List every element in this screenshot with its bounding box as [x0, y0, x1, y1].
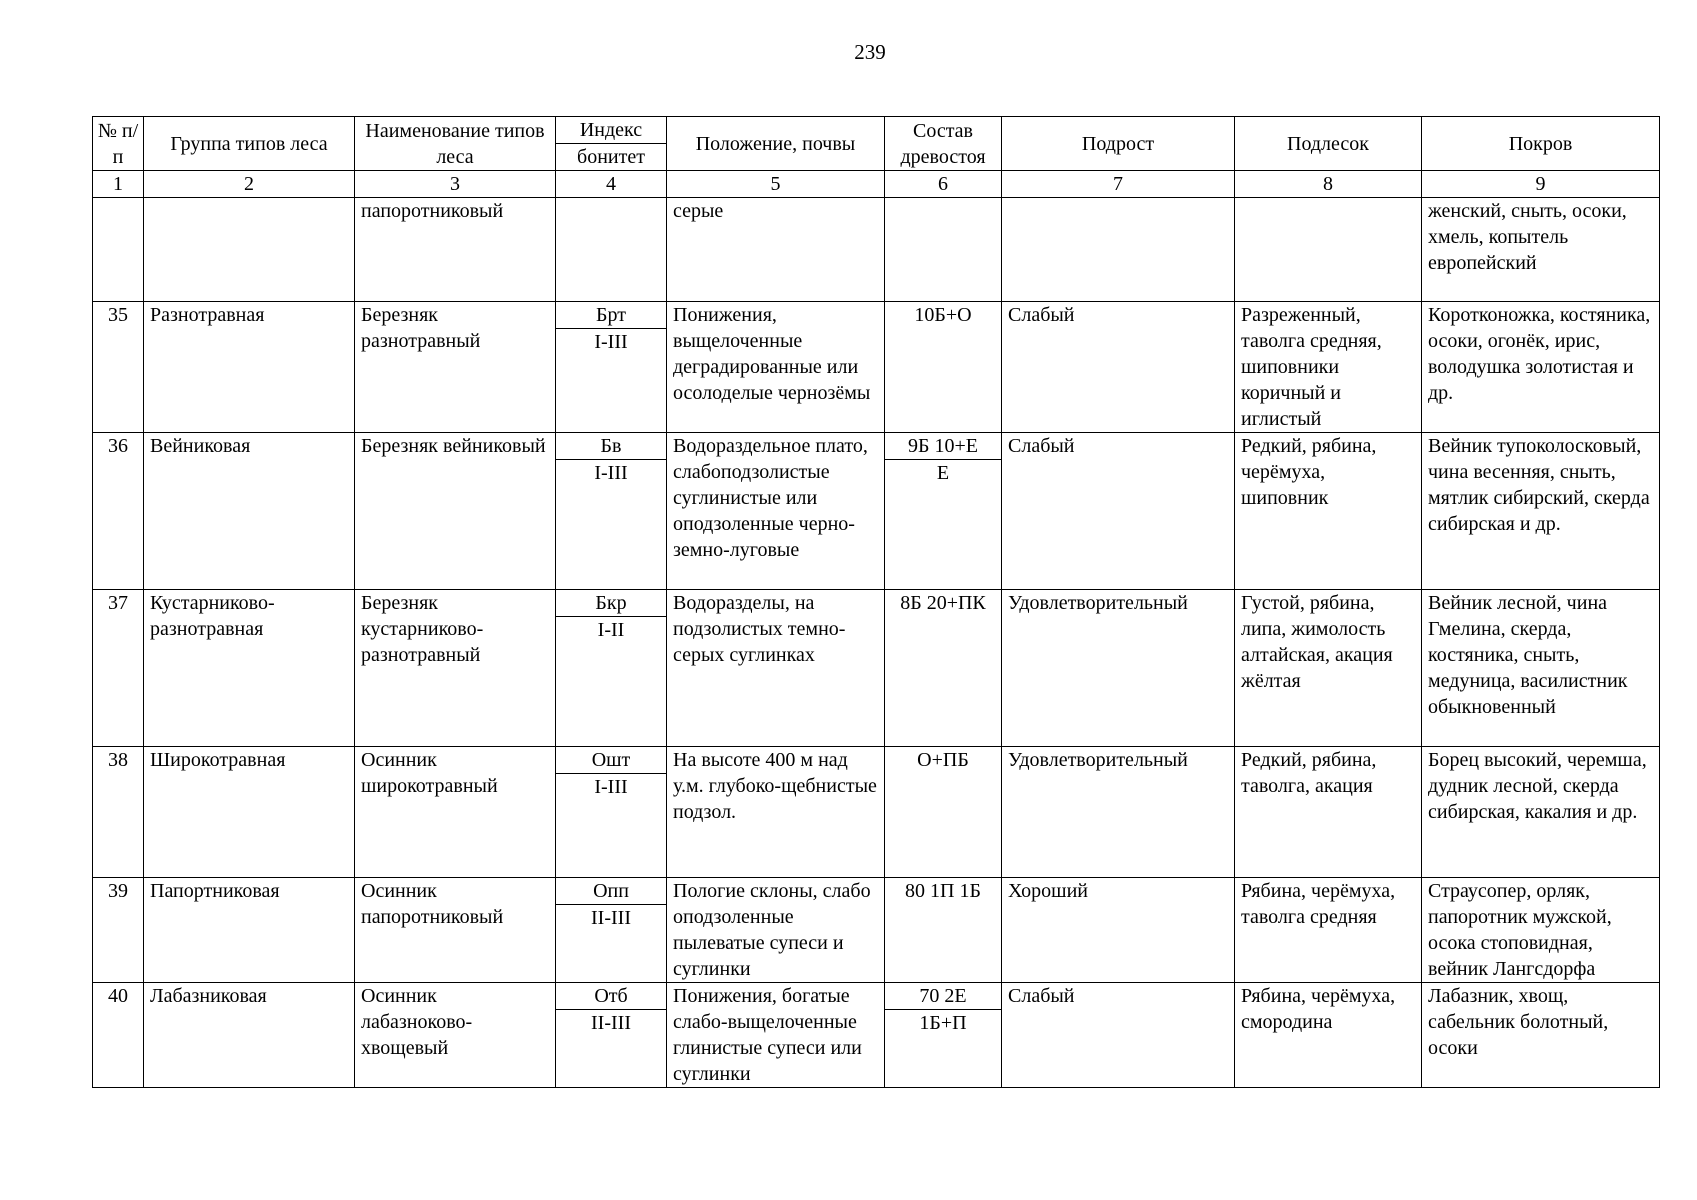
- cell-composition: О+ПБ: [885, 747, 1002, 878]
- cell-group: Лабазниковая: [144, 983, 355, 1088]
- cell-index: Опп: [556, 878, 667, 905]
- cell-undergrowth: Хороший: [1002, 878, 1235, 983]
- cell-position: Водоразделы, на подзолистых темно-серых суглинках: [667, 590, 885, 747]
- cell-index: Брт: [556, 302, 667, 329]
- cell-composition-top: 70 2Е: [885, 983, 1002, 1010]
- table-row: [93, 983, 1660, 1010]
- cell-undergrowth: Удовлетворительный: [1002, 590, 1235, 747]
- cell-bonitet: I-III: [556, 774, 667, 878]
- cell-group: Разнотравная: [144, 302, 355, 433]
- cell-bonitet: I-III: [556, 329, 667, 433]
- cell-undergrowth: Слабый: [1002, 302, 1235, 433]
- cell-composition: 10Б+О: [885, 302, 1002, 433]
- header-undergrowth: Подрост: [1002, 117, 1235, 171]
- cell-composition-top: 9Б 10+Е: [885, 433, 1002, 460]
- cell-undergrowth: Слабый: [1002, 433, 1235, 590]
- cell-cover: Борец высокий, черемша, дудник лесной, скерда сибирская, какалия и др.: [1422, 747, 1660, 878]
- header-cover: Покров: [1422, 117, 1660, 171]
- header-underbrush: Подлесок: [1235, 117, 1422, 171]
- cell-group: Папортниковая: [144, 878, 355, 983]
- table-row: [93, 590, 1660, 617]
- header-composition: Состав древостоя: [885, 117, 1002, 171]
- cell-position: На высоте 400 м над у.м. глубоко-щебнистые подзол.: [667, 747, 885, 878]
- cell-group: Кустарниково-разнотравная: [144, 590, 355, 747]
- cell-cover: Коротконожка, костяника, осоки, огонёк, ирис, володушка золотистая и др.: [1422, 302, 1660, 433]
- cell-index: Бв: [556, 433, 667, 460]
- table-row: [93, 433, 1660, 460]
- cell-name: Осинник широкотравный: [355, 747, 556, 878]
- header-position: Положение, почвы: [667, 117, 885, 171]
- column-number: 1: [93, 171, 144, 198]
- cell-composition-bottom: 1Б+П: [885, 1010, 1002, 1088]
- cell-num: 35: [93, 302, 144, 433]
- cell-num: 39: [93, 878, 144, 983]
- header-group: Группа типов леса: [144, 117, 355, 171]
- cell-group: Вейниковая: [144, 433, 355, 590]
- cell-num: 36: [93, 433, 144, 590]
- cell-num: 38: [93, 747, 144, 878]
- column-numbers-row: [93, 171, 1660, 198]
- column-number: 6: [885, 171, 1002, 198]
- cell-position: Понижения, выщелоченные деградированные или осолоделые чернозёмы: [667, 302, 885, 433]
- column-number: 5: [667, 171, 885, 198]
- cell-index: Ошт: [556, 747, 667, 774]
- cell-num: 37: [93, 590, 144, 747]
- cell-composition: 8Б 20+ПК: [885, 590, 1002, 747]
- column-number: 7: [1002, 171, 1235, 198]
- column-number: 9: [1422, 171, 1660, 198]
- cell-position: Пологие склоны, слабо оподзоленные пылеватые супеси и суглинки: [667, 878, 885, 983]
- cell-index: Бкр: [556, 590, 667, 617]
- cell-num: 40: [93, 983, 144, 1088]
- cell-bonitet: II-III: [556, 1010, 667, 1088]
- cell-name: Березняк вейниковый: [355, 433, 556, 590]
- cell-bonitet: II-III: [556, 905, 667, 983]
- cell-cover: Лабазник, хвощ, сабельник болотный, осоки: [1422, 983, 1660, 1088]
- cell-underbrush: Редкий, рябина, таволга, акация: [1235, 747, 1422, 878]
- cell-composition-bottom: Е: [885, 460, 1002, 590]
- cell-bonitet: I-III: [556, 460, 667, 590]
- cell-name: Березняк разнотравный: [355, 302, 556, 433]
- cell-position: Понижения, богатые слабо-выщелоченные глинистые супеси или суглинки: [667, 983, 885, 1088]
- cell-position: серые: [667, 198, 885, 302]
- cell-undergrowth: Удовлетворительный: [1002, 747, 1235, 878]
- table-row: [93, 747, 1660, 774]
- cell-underbrush: Рябина, черёмуха, смородина: [1235, 983, 1422, 1088]
- cell-name: Осинник папоротниковый: [355, 878, 556, 983]
- cell-name: Осинник лабазноково-хвощевый: [355, 983, 556, 1088]
- cell-cover: Вейник лесной, чина Гмелина, скерда, костяника, сныть, медуница, василистник обыкновенный: [1422, 590, 1660, 747]
- cell-underbrush: Редкий, рябина, черёмуха, шиповник: [1235, 433, 1422, 590]
- header-bonitet: бонитет: [556, 144, 667, 171]
- cell-underbrush: Рябина, черёмуха, таволга средняя: [1235, 878, 1422, 983]
- cell-undergrowth: Слабый: [1002, 983, 1235, 1088]
- table-row-continued: [93, 198, 1660, 302]
- header-num: № п/п: [93, 117, 144, 171]
- cell-cover: Вейник тупоколосковый, чина весенняя, сныть, мятлик сибирский, скерда сибирская и др.: [1422, 433, 1660, 590]
- cell-bonitet: I-II: [556, 617, 667, 747]
- cell-underbrush: Густой, рябина, липа, жимолость алтайская, акация жёлтая: [1235, 590, 1422, 747]
- cell-cover: женский, сныть, осоки, хмель, копытель европейский: [1422, 198, 1660, 302]
- cell-name: Березняк кустарниково-разнотравный: [355, 590, 556, 747]
- page-number: 239: [854, 40, 886, 64]
- forest-types-table: [92, 116, 1660, 1088]
- cell-name: папоротниковый: [355, 198, 556, 302]
- table-row: [93, 878, 1660, 905]
- cell-group: Широкотравная: [144, 747, 355, 878]
- column-number: 8: [1235, 171, 1422, 198]
- cell-position: Водораздельное плато, слабоподзолистые суглинистые или оподзоленные черно-земно-луговые: [667, 433, 885, 590]
- cell-composition: 80 1П 1Б: [885, 878, 1002, 983]
- cell-cover: Страусопер, орляк, папоротник мужской, осока стоповидная, вейник Лангсдорфа: [1422, 878, 1660, 983]
- table-row: [93, 302, 1660, 329]
- column-number: 4: [556, 171, 667, 198]
- cell-index: Отб: [556, 983, 667, 1010]
- header-name: Наименование типов леса: [355, 117, 556, 171]
- column-number: 3: [355, 171, 556, 198]
- header-index: Индекс: [556, 117, 667, 144]
- cell-underbrush: Разреженный, таволга средняя, шиповники коричный и иглистый: [1235, 302, 1422, 433]
- column-number: 2: [144, 171, 355, 198]
